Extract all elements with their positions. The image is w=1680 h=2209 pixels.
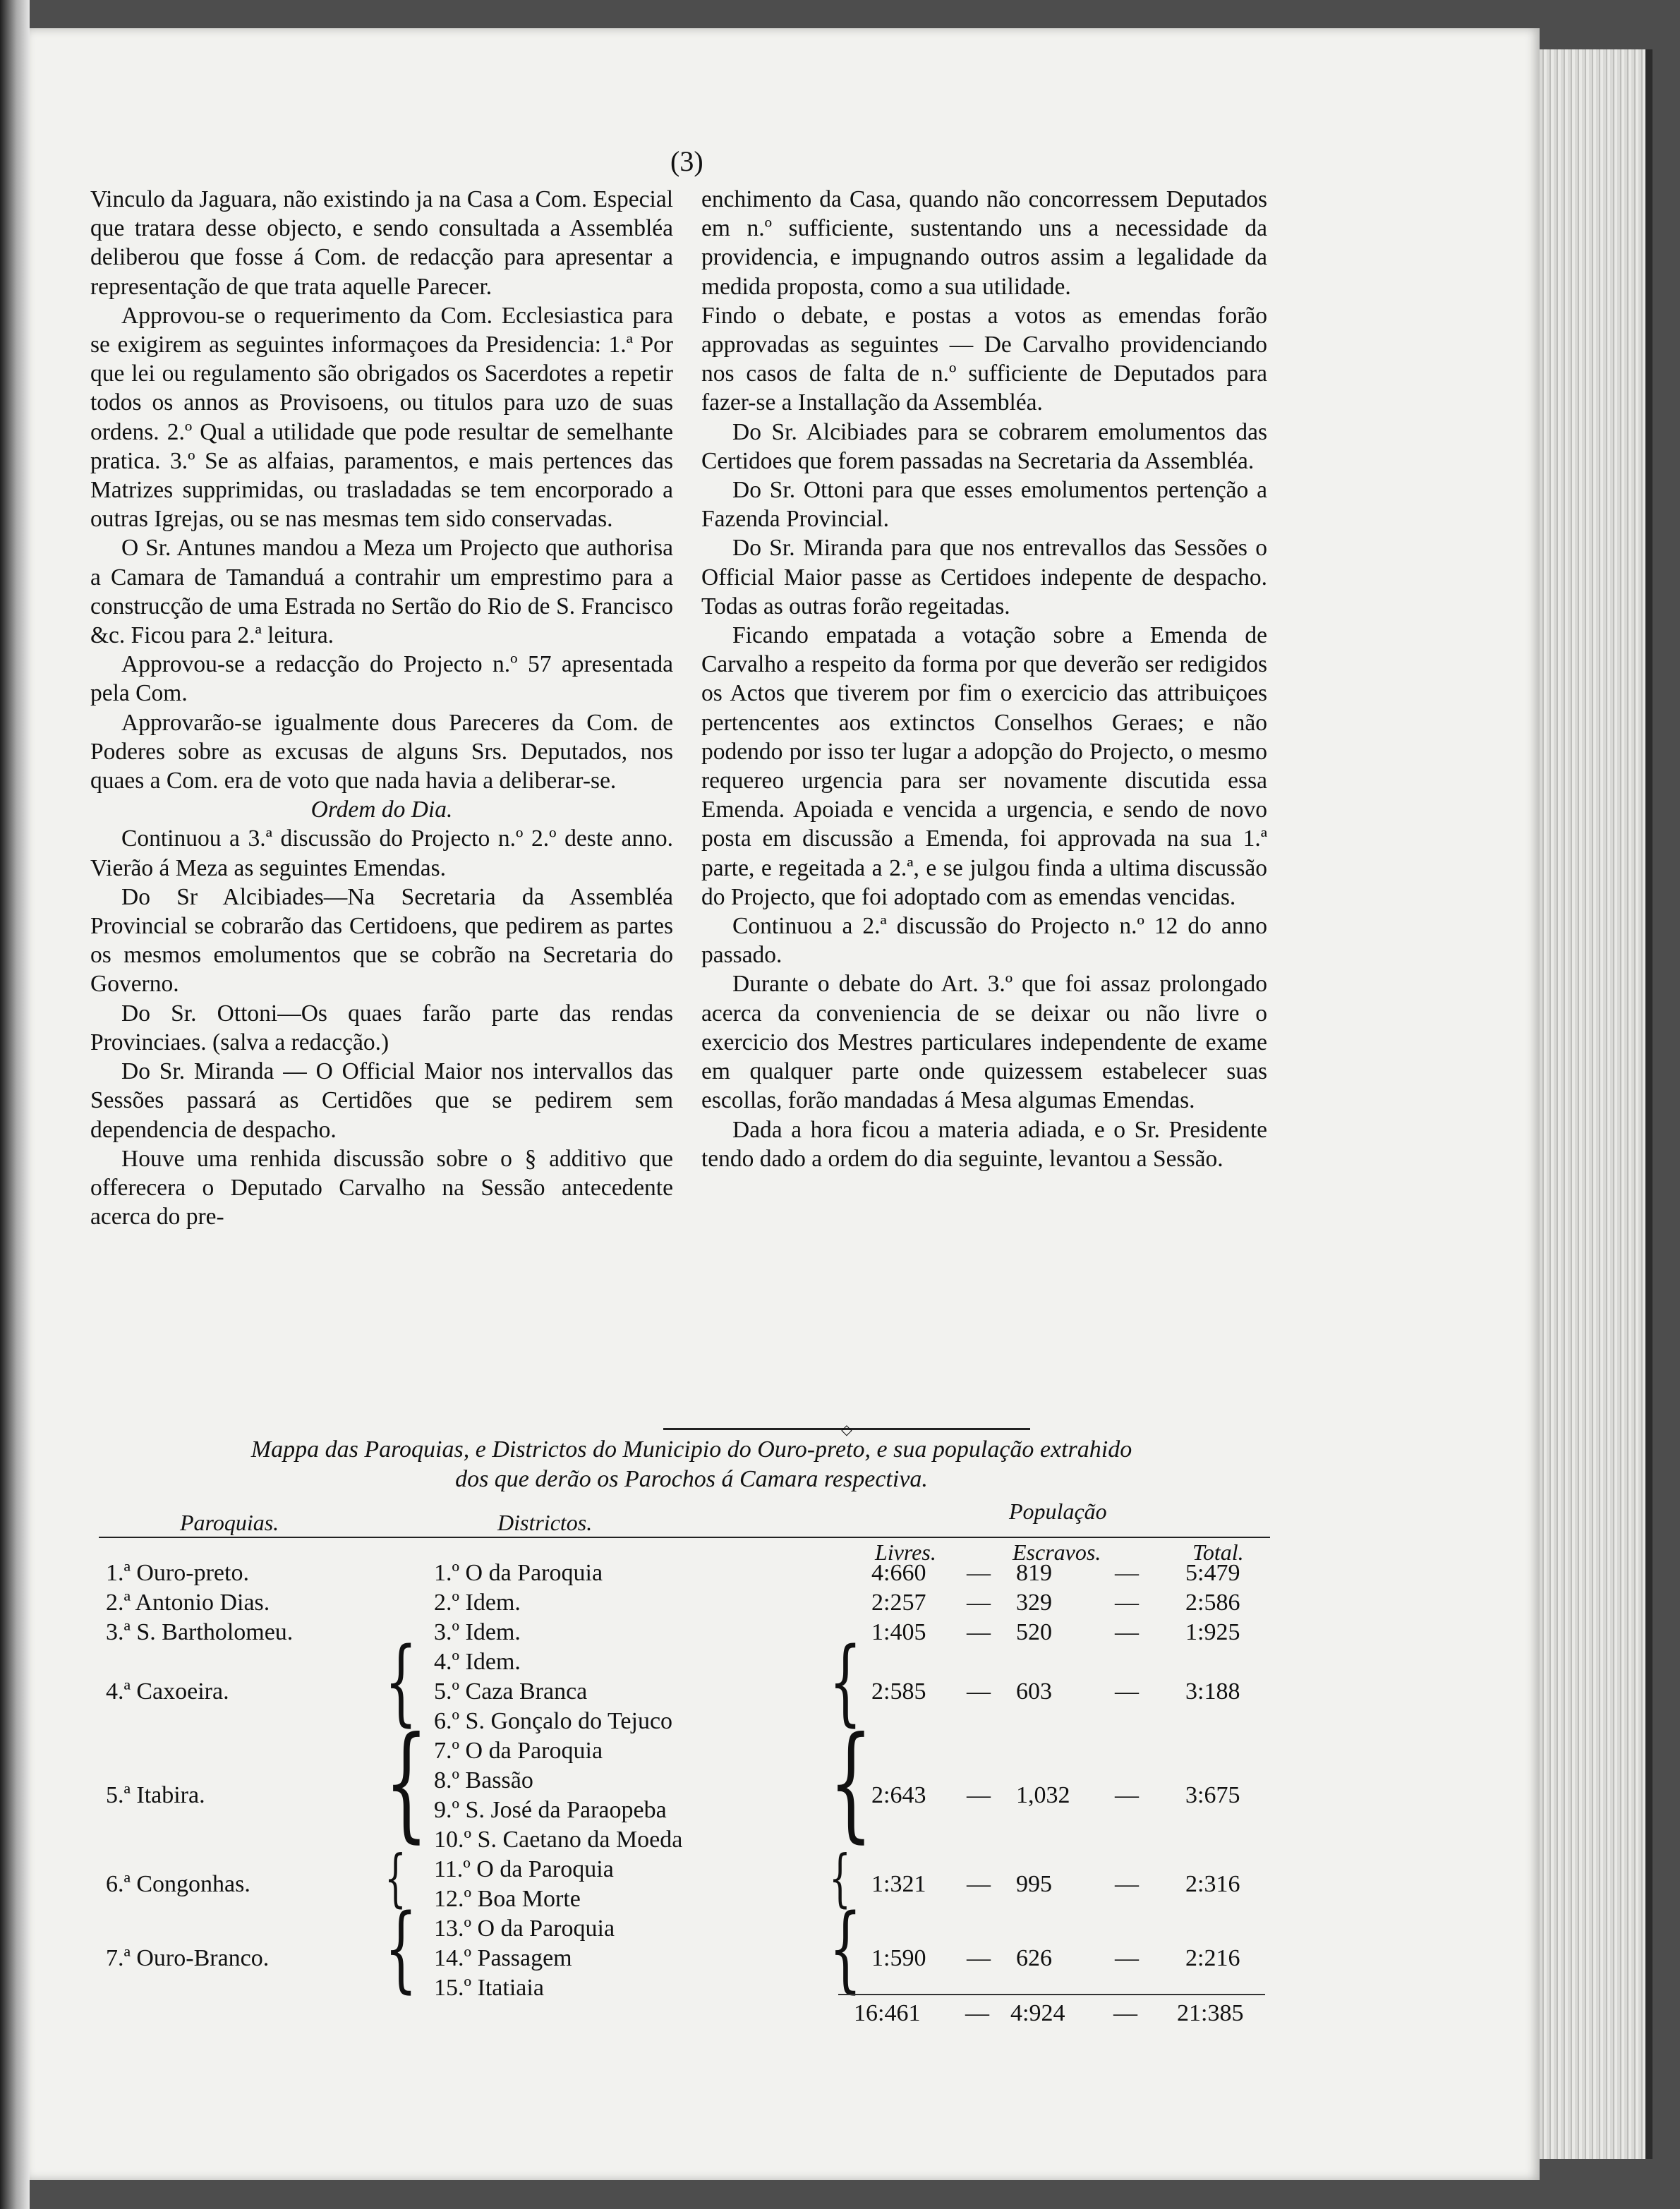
brace-left: { <box>385 1628 418 1736</box>
dash: — <box>967 1590 991 1616</box>
livres-value: 4:660 <box>871 1560 926 1586</box>
paragraph: Vinculo da Jaguara, não existindo ja na Casa a Com. Especial que tratara desse objecto, e sendo consultada a Assembléa deliberou que fosse á Com. de redacção para apresentar a representação de que trata aquelle Parecer. <box>90 186 673 300</box>
parish-name: 4.ª Caxoeira. <box>106 1678 229 1705</box>
district-name: 14.º Passagem <box>434 1945 572 1971</box>
parish-name: 7.ª Ouro-Branco. <box>106 1945 270 1971</box>
brace-right: { <box>829 1709 873 1855</box>
district-name: 2.º Idem. <box>434 1590 521 1616</box>
paragraph: Do Sr. Ottoni—Os quaes farão parte das rendas Provinciaes. (salva a redacção.) <box>90 1000 673 1055</box>
escravos-value: 520 <box>1016 1619 1052 1645</box>
paragraph: Do Sr. Miranda para que nos entrevallos das Sessões o Official Maior passe as Certidoes indepente de despacho. Todas as outras forão regeitadas. <box>701 535 1267 619</box>
section-heading: Ordem do Dia. <box>310 797 453 823</box>
table-title <box>106 1435 1277 1494</box>
dash: — <box>967 1945 991 1971</box>
header-populacao: População <box>1009 1499 1107 1524</box>
escravos-value: 329 <box>1016 1590 1052 1616</box>
paragraph: Approvou-se o requerimento da Com. Ecclesiastica para se exigirem as seguintes informaçoes da Presidencia: 1.ª Por que lei ou regulamento são obrigados os Sacerdotes a repetir todos os annos as Provisoens, ou titulos para uzo de suas ordens. 2.º Qual a utilidade que pode resultar de semelhante pratica. 3.º Se as alfaias, paramentos, e mais pertences das Matrizes supprimidas, ou trasladadas se tem encorporado a outras Igrejas, ou se nas mesmas tem sido conservadas. <box>90 302 673 533</box>
livres-value: 2:643 <box>871 1782 926 1808</box>
escravos-value: 819 <box>1016 1560 1052 1586</box>
dash: — <box>1115 1871 1139 1897</box>
header-livres: Livres. <box>875 1539 936 1565</box>
paragraph: Ficando empatada a votação sobre a Emenda de Carvalho a respeito da forma por que deverão ser redigidos os Actos que tiverem por fim o exercicio das attribuiçoes pertencentes aos extinctos Conselhos Geraes; e não podendo por isso ter lugar a adopção do Projecto, o mesmo requereo urgencia para ser novamente discutida essa Emenda. Apoiada e vencida a urgencia, e sendo de novo posta em discussão a Emenda, foi approvada na sua 1.ª parte, e regeitada a 2.ª, e se julgou finda a ultima discussão do Projecto, que foi adoptado com as emendas vencidas. <box>701 622 1267 910</box>
paragraph: O Sr. Antunes mandou a Meza um Projecto que authorisa a Camara de Tamanduá a contrahir um emprestimo para a construcção de uma Estrada no Sertão do Rio de S. Francisco &c. Ficou para 2.ª leitura. <box>90 535 673 649</box>
district-name: 6.º S. Gonçalo do Tejuco <box>434 1708 673 1734</box>
book-binding <box>0 0 30 2209</box>
parish-name: 1.ª Ouro-preto. <box>106 1560 249 1586</box>
total-value: 1:925 <box>1185 1619 1240 1645</box>
dash: — <box>1115 1678 1139 1705</box>
escravos-value: 995 <box>1016 1871 1052 1897</box>
total-value: 5:479 <box>1185 1560 1240 1586</box>
district-name: 1.º O da Paroquia <box>434 1560 603 1586</box>
escravos-value: 626 <box>1016 1945 1052 1971</box>
parish-name: 3.ª S. Bartholomeu. <box>106 1619 294 1645</box>
brace-right: { <box>829 1841 851 1914</box>
left-text-column <box>90 185 673 1231</box>
total-value: 3:675 <box>1185 1782 1240 1808</box>
livres-value: 1:405 <box>871 1619 926 1645</box>
escravos-value: 1,032 <box>1016 1782 1070 1808</box>
escravos-value: 603 <box>1016 1678 1052 1705</box>
paragraph: Durante o debate do Art. 3.º que foi assaz prolongado acerca da conveniencia de se deixar ou não livre o exercicio dos Mestres particulares independente de exame em qualquer parte onde quizessem estabelecer suas escollas, forão mandadas á Mesa algumas Emendas. <box>701 971 1267 1114</box>
livres-value: 1:590 <box>871 1945 926 1971</box>
paragraph: Do Sr Alcibiades—Na Secretaria da Assembléa Provincial se cobrarão das Certidoens, que pedirem as partes os mesmos emolumentos que se cobrão na Secretaria do Governo. <box>90 883 673 998</box>
header-total: Total. <box>1192 1539 1244 1565</box>
paragraph: Houve uma renhida discussão sobre o § additivo que offerecera o Deputado Carvalho na Sessão antecedente acerca do pre- <box>90 1145 673 1230</box>
livres-value: 2:257 <box>871 1590 926 1616</box>
divider-ornament: ◇ <box>841 1422 852 1438</box>
brace-left: { <box>385 1709 428 1855</box>
district-name: 8.º Bassão <box>434 1767 533 1793</box>
total-escravos: 4:924 <box>1010 2000 1065 2026</box>
dash: — <box>1115 1782 1139 1808</box>
parish-name: 6.ª Congonhas. <box>106 1871 250 1897</box>
dash: — <box>1115 1590 1139 1616</box>
district-name: 4.º Idem. <box>434 1649 521 1675</box>
totals-rule <box>838 1994 1265 1995</box>
dash: — <box>967 1871 991 1897</box>
parish-name: 5.ª Itabira. <box>106 1782 205 1808</box>
paragraph: enchimento da Casa, quando não concorressem Deputados em n.º sufficiente, sustentando uns a necessidade da providencia, e impugnando outros assim a legalidade da medida proposta, como a sua utilidade. <box>701 186 1267 300</box>
header-districtos: Districtos. <box>497 1510 593 1535</box>
paragraph: Approvarão-se igualmente dous Pareceres da Com. de Poderes sobre as excusas de alguns Srs. Deputados, nos quaes a Com. era de voto que nada havia a deliberar-se. <box>90 709 673 794</box>
total-total: 21:385 <box>1177 2000 1244 2026</box>
paragraph: Dada a hora ficou a materia adiada, e o Sr. Presidente tendo dado a ordem do dia seguinte, levantou a Sessão. <box>701 1116 1267 1172</box>
paragraph: Do Sr. Ottoni para que esses emolumentos pertenção a Fazenda Provincial. <box>701 477 1267 533</box>
district-name: 5.º Caza Branca <box>434 1678 588 1705</box>
brace-left: { <box>385 1894 418 2003</box>
paragraph: Do Sr. Alcibiades para se cobrarem emolumentos das Certidoes que forem passadas na Secretaria da Assembléa. <box>701 418 1267 474</box>
total-livres: 16:461 <box>854 2000 921 2026</box>
dash: — <box>1115 1945 1139 1971</box>
district-name: 9.º S. José da Paraopeba <box>434 1797 667 1823</box>
paragraph: Do Sr. Miranda — O Official Maior nos intervallos das Sessões passará as Certidões que se pedirem sem dependencia de despacho. <box>90 1058 673 1143</box>
district-name: 7.º O da Paroquia <box>434 1738 603 1764</box>
dash: — <box>967 1782 991 1808</box>
total-value: 2:586 <box>1185 1590 1240 1616</box>
district-name: 3.º Idem. <box>434 1619 521 1645</box>
district-name: 15.º Itatiaia <box>434 1975 544 2001</box>
right-text-column <box>701 185 1267 1173</box>
dash: — <box>1115 1619 1139 1645</box>
dash: — <box>965 2000 989 2026</box>
dash: — <box>967 1678 991 1705</box>
paragraph: Continuou a 2.ª discussão do Projecto n.º 12 do anno passado. <box>701 913 1267 969</box>
paragraph: Continuou a 3.ª discussão do Projecto n.º 2.º deste anno. Vierão á Meza as seguintes Emendas. <box>90 825 673 881</box>
total-value: 2:216 <box>1185 1945 1240 1971</box>
brace-right: { <box>829 1894 862 2003</box>
dash: — <box>1113 2000 1137 2026</box>
district-name: 13.º O da Paroquia <box>434 1916 615 1942</box>
dash: — <box>967 1619 991 1645</box>
livres-value: 1:321 <box>871 1871 926 1897</box>
total-value: 2:316 <box>1185 1871 1240 1897</box>
livres-value: 2:585 <box>871 1678 926 1705</box>
paragraph: Approvou-se a redacção do Projecto n.º 57 apresentada pela Com. <box>90 651 673 707</box>
total-value: 3:188 <box>1185 1678 1240 1705</box>
table-title-line: Mappa das Paroquias, e Districtos do Municipio do Ouro-preto, e sua população extrahido <box>250 1436 1132 1463</box>
district-name: 10.º S. Caetano da Moeda <box>434 1827 683 1853</box>
header-escravos: Escravos. <box>1013 1539 1101 1565</box>
page-number: (3) <box>670 145 703 177</box>
paragraph: Findo o debate, e postas a votos as emendas forão approvadas as seguintes — De Carvalho providenciando nos casos de falta de n.º sufficiente de Deputados para fazer-se a Installação da Assembléa. <box>701 302 1267 416</box>
parish-name: 2.ª Antonio Dias. <box>106 1590 270 1616</box>
brace-right: { <box>829 1628 862 1736</box>
table-title-line: dos que derão os Parochos á Camara respectiva. <box>455 1466 928 1492</box>
header-paroquias: Paroquias. <box>180 1510 279 1535</box>
dash: — <box>967 1560 991 1586</box>
district-name: 12.º Boa Morte <box>434 1886 581 1912</box>
district-name: 11.º O da Paroquia <box>434 1856 614 1882</box>
header-rule <box>99 1537 1270 1538</box>
dash: — <box>1115 1560 1139 1586</box>
brace-left: { <box>385 1841 406 1914</box>
page-edges <box>1540 49 1652 2159</box>
